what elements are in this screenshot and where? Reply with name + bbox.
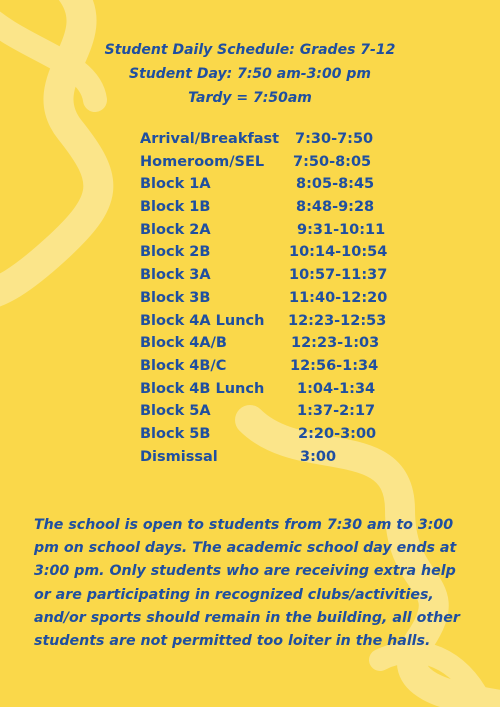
note-line: The school is open to students from 7:30 am to 3:00 <box>34 517 454 533</box>
schedule-row <box>140 219 420 242</box>
schedule-time: 9:31-10:11 <box>297 221 386 238</box>
schedule-period: Block 3B <box>140 289 211 306</box>
header-title: Student Daily Schedule: Grades 7-12 <box>104 42 396 58</box>
schedule-period: Homeroom/SEL <box>140 153 265 170</box>
schedule-period: Arrival/Breakfast <box>140 131 280 147</box>
schedule-row <box>140 196 420 219</box>
schedule-row <box>140 173 420 196</box>
schedule-list <box>140 128 420 468</box>
note-line: pm on school days. The academic school day ends at <box>34 540 457 557</box>
header-student-day: Student Day: 7:50 am-3:00 pm <box>129 66 371 82</box>
schedule-row <box>140 128 420 151</box>
schedule-time: 1:37-2:17 <box>297 403 376 420</box>
policy-note <box>34 514 474 653</box>
schedule-time: 12:23-12:53 <box>288 312 387 329</box>
schedule-period: Block 4B/C <box>140 357 227 374</box>
schedule-period: Block 5A <box>140 403 211 420</box>
schedule-time: 7:30-7:50 <box>295 131 374 147</box>
schedule-period: Block 5B <box>140 425 211 442</box>
schedule-row <box>140 423 420 446</box>
note-line: and/or sports should remain in the building, all other <box>34 609 460 626</box>
schedule-time: 8:48-9:28 <box>296 199 375 216</box>
schedule-time: 10:57-11:37 <box>289 267 388 284</box>
header-tardy: Tardy = 7:50am <box>188 90 312 106</box>
schedule-row <box>140 310 420 333</box>
schedule-time: 11:40-12:20 <box>289 289 388 306</box>
schedule-row <box>140 151 420 174</box>
schedule-row <box>140 264 420 287</box>
schedule-row <box>140 400 420 423</box>
schedule-time: 7:50-8:05 <box>293 153 372 170</box>
schedule-row <box>140 446 420 469</box>
schedule-time: 8:05-8:45 <box>296 176 375 193</box>
schedule-row <box>140 355 420 378</box>
schedule-row <box>140 287 420 310</box>
note-line: 3:00 pm. Only students who are receiving extra help <box>34 563 456 580</box>
schedule-time: 12:56-1:34 <box>290 357 379 374</box>
schedule-row <box>140 378 420 401</box>
schedule-period: Dismissal <box>140 448 218 465</box>
schedule-row <box>140 332 420 355</box>
schedule-time: 1:04-1:34 <box>297 380 376 397</box>
schedule-period: Block 1A <box>140 176 211 193</box>
schedule-period: Block 1B <box>140 199 211 216</box>
note-line: or are participating in recognized clubs/activities, <box>34 586 434 603</box>
schedule-period: Block 2A <box>140 221 211 238</box>
schedule-period: Block 2B <box>140 244 211 261</box>
schedule-time: 12:23-1:03 <box>291 335 380 352</box>
schedule-time: 10:14-10:54 <box>289 244 388 261</box>
schedule-period: Block 4A Lunch <box>140 312 265 329</box>
schedule-period: Block 4A/B <box>140 335 227 352</box>
schedule-time: 2:20-3:00 <box>298 425 377 442</box>
schedule-period: Block 4B Lunch <box>140 380 265 397</box>
schedule-header <box>0 38 500 110</box>
schedule-row <box>140 241 420 264</box>
schedule-period: Block 3A <box>140 267 211 284</box>
schedule-time: 3:00 <box>300 448 337 465</box>
note-line: students are not permitted too loiter in the halls. <box>34 633 431 650</box>
